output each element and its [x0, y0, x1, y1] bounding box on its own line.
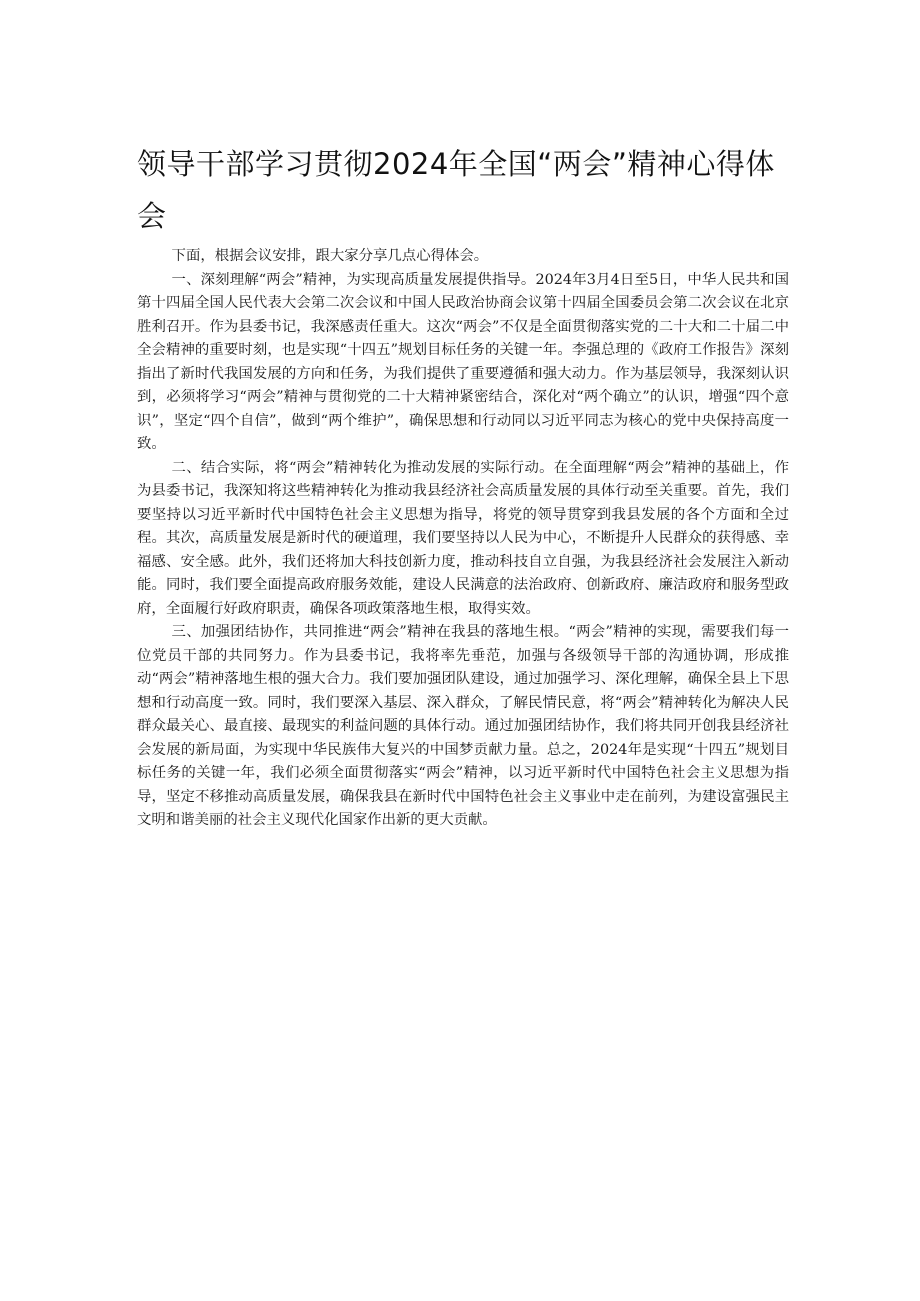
document-body [137, 245, 789, 833]
paragraph-intro: 下面，根据会议安排，跟大家分享几点心得体会。 [171, 248, 489, 264]
paragraph-section-1: 一、深刻理解“两会”精神，为实现高质量发展提供指导。2024年3月4日至5日，中华人民共和国第十四届全国人民代表大会第二次会议和中国人民政治协商会议第十四届全国委员会第二次会议在北京胜利召开。作为县委书记，我深感责任重大。这次“两会”不仅是全面贯彻落实党的二十大和二十届二中全会精神的重要时刻，也是实现“十四五”规划目标任务的关键一年。李强总理的《政府工作报告》深刻指出了新时代我国发展的方向和任务，为我们提供了重要遵循和强大动力。作为基层领导，我深刻认识到，必须将学习“两会”精神与贯彻党的二十大精神紧密结合，深化对“两个确立”的认识，增强“四个意识”，坚定“四个自信”，做到“两个维护”，确保思想和行动同以习近平同志为核心的党中央保持高度一致。 [137, 271, 789, 452]
paragraph-section-3: 三、加强团结协作，共同推进“两会”精神在我县的落地生根。“两会”精神的实现，需要我们每一位党员干部的共同努力。作为县委书记，我将率先垂范，加强与各级领导干部的沟通协调，形成推动“两会”精神落地生根的强大合力。我们要加强团队建设，通过加强学习、深化理解，确保全县上下思想和行动高度一致。同时，我们要深入基层、深入群众，了解民情民意，将“两会”精神转化为解决人民群众最关心、最直接、最现实的利益问题的具体行动。通过加强团结协作，我们将共同开创我县经济社会发展的新局面，为实现中华民族伟大复兴的中国梦贡献力量。总之，2024年是实现“十四五”规划目标任务的关键一年，我们必须全面贯彻落实“两会”精神，以习近平新时代中国特色社会主义思想为指导，坚定不移推动高质量发展，确保我县在新时代中国特色社会主义事业中走在前列，为建设富强民主文明和谐美丽的社会主义现代化国家作出新的更大贡献。 [137, 624, 789, 828]
document-title: 领导干部学习贯彻2024年全国“两会”精神心得体会 [137, 147, 775, 233]
paragraph-section-2: 二、结合实际，将“两会”精神转化为推动发展的实际行动。在全面理解“两会”精神的基础上，作为县委书记，我深知将这些精神转化为推动我县经济社会高质量发展的具体行动至关重要。首先，我们要坚持以习近平新时代中国特色社会主义思想为指导，将党的领导贯穿到我县发展的各个方面和全过程。其次，高质量发展是新时代的硬道理，我们要坚持以人民为中心，不断提升人民群众的获得感、幸福感、安全感。此外，我们还将加大科技创新力度，推动科技自立自强，为我县经济社会发展注入新动能。同时，我们要全面提高政府服务效能，建设人民满意的法治政府、创新政府、廉洁政府和服务型政府，全面履行好政府职责，确保各项政策落地生根，取得实效。 [137, 459, 789, 617]
